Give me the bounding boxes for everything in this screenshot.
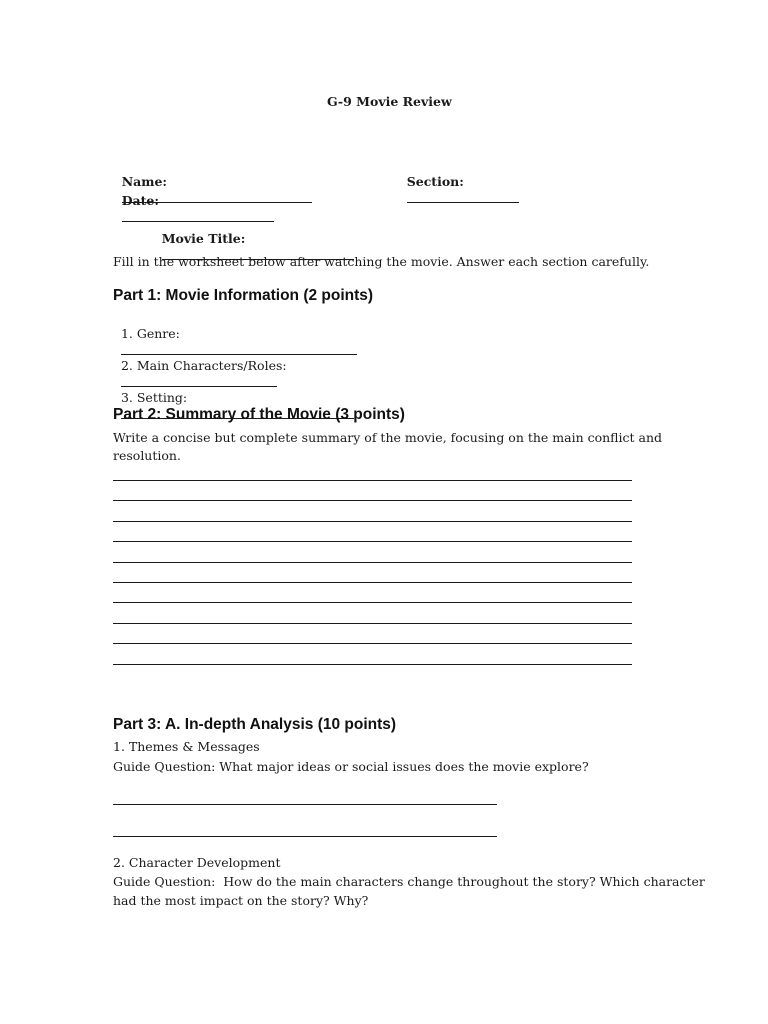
q1-title: 1. Themes & Messages	[113, 739, 260, 754]
q2-guide-line2: had the most impact on the story? Why?	[113, 893, 369, 908]
q1-answer-line[interactable]	[113, 836, 497, 837]
genre-label: 1. Genre:	[120, 326, 180, 341]
summary-answer-line[interactable]	[113, 623, 632, 624]
q1-answer-line[interactable]	[113, 804, 497, 805]
name-label: Name:	[121, 174, 168, 189]
summary-answer-line[interactable]	[113, 541, 632, 542]
section-blank[interactable]	[407, 190, 519, 203]
part2-prompt-line2: resolution.	[113, 448, 181, 463]
summary-answer-line[interactable]	[113, 500, 632, 501]
summary-answer-line[interactable]	[113, 602, 632, 603]
summary-answer-line[interactable]	[113, 643, 632, 644]
part2-prompt-line1: Write a concise but complete summary of the movie, focusing on the main conflict and	[113, 430, 663, 445]
movie-title-label: Movie Title:	[161, 231, 246, 246]
part3-heading: Part 3: A. In-depth Analysis (10 points)	[113, 716, 397, 733]
q1-guide-question: Guide Question: What major ideas or social issues does the movie explore?	[113, 759, 589, 774]
summary-answer-line[interactable]	[113, 562, 632, 563]
instructions-text: Fill in the worksheet below after watching the movie. Answer each section carefully.	[113, 254, 650, 269]
part2-heading: Part 2: Summary of the Movie (3 points)	[113, 406, 405, 423]
q2-title: 2. Character Development	[113, 855, 281, 870]
summary-answer-line[interactable]	[113, 480, 632, 481]
q2-guide-line1: Guide Question: How do the main characters change throughout the story? Which character	[113, 874, 705, 889]
summary-answer-line[interactable]	[113, 521, 632, 522]
section-label: Section:	[406, 174, 464, 189]
section-field[interactable]	[398, 158, 519, 207]
worksheet-title: G-9 Movie Review	[327, 94, 452, 109]
main-characters-label: 2. Main Characters/Roles:	[120, 358, 287, 373]
setting-label: 3. Setting:	[120, 390, 188, 405]
summary-answer-line[interactable]	[113, 664, 632, 665]
part1-heading: Part 1: Movie Information (2 points)	[113, 287, 374, 304]
summary-answer-line[interactable]	[113, 582, 632, 583]
date-label: Date:	[121, 193, 159, 208]
